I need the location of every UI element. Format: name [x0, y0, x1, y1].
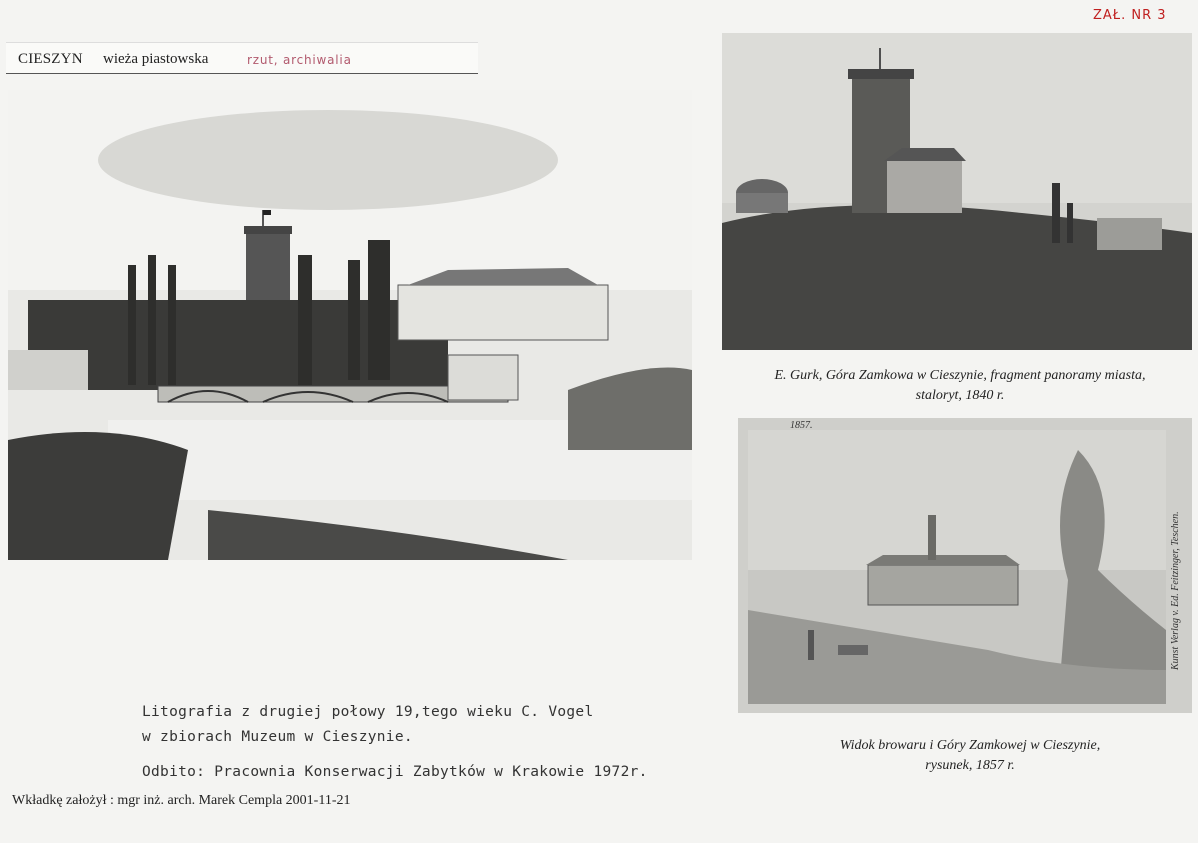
drawing-image [748, 430, 1166, 704]
footer-note: Wkładkę założył : mgr inż. arch. Marek Cempla 2001-11-21 [12, 793, 351, 808]
lithograph-caption-line2: w zbiorach Muzeum w Cieszynie. [142, 729, 413, 745]
publisher-note: Kunst Verlag v. Ed. Feitzinger, Teschen. [1170, 511, 1181, 670]
page-title: CIESZYN [18, 51, 83, 67]
lithograph-caption-line3: Odbito: Pracownia Konserwacji Zabytków w Krakowie 1972r. [142, 764, 648, 780]
engraving-caption-line2: staloryt, 1840 r. [915, 388, 1005, 403]
year-mark: 1857. [790, 420, 813, 431]
handwritten-note: rzut, archiwalia [247, 53, 352, 67]
engraving-caption [740, 366, 1180, 406]
page-subtitle: wieża piastowska [103, 51, 209, 67]
engraving-caption-line1: E. Gurk, Góra Zamkowa w Cieszynie, fragment panoramy miasta, [774, 368, 1146, 383]
drawing-caption [790, 736, 1150, 776]
reference-code: ZAŁ. NR 3 [1093, 8, 1167, 23]
lithograph-caption-line1: Litografia z drugiej połowy 19,tego wieku C. Vogel [142, 704, 594, 720]
drawing-caption-line2: rysunek, 1857 r. [925, 758, 1015, 773]
engraving-image [722, 33, 1192, 350]
lithograph-image [8, 90, 692, 560]
drawing-caption-line1: Widok browaru i Góry Zamkowej w Cieszynie, [839, 738, 1101, 753]
